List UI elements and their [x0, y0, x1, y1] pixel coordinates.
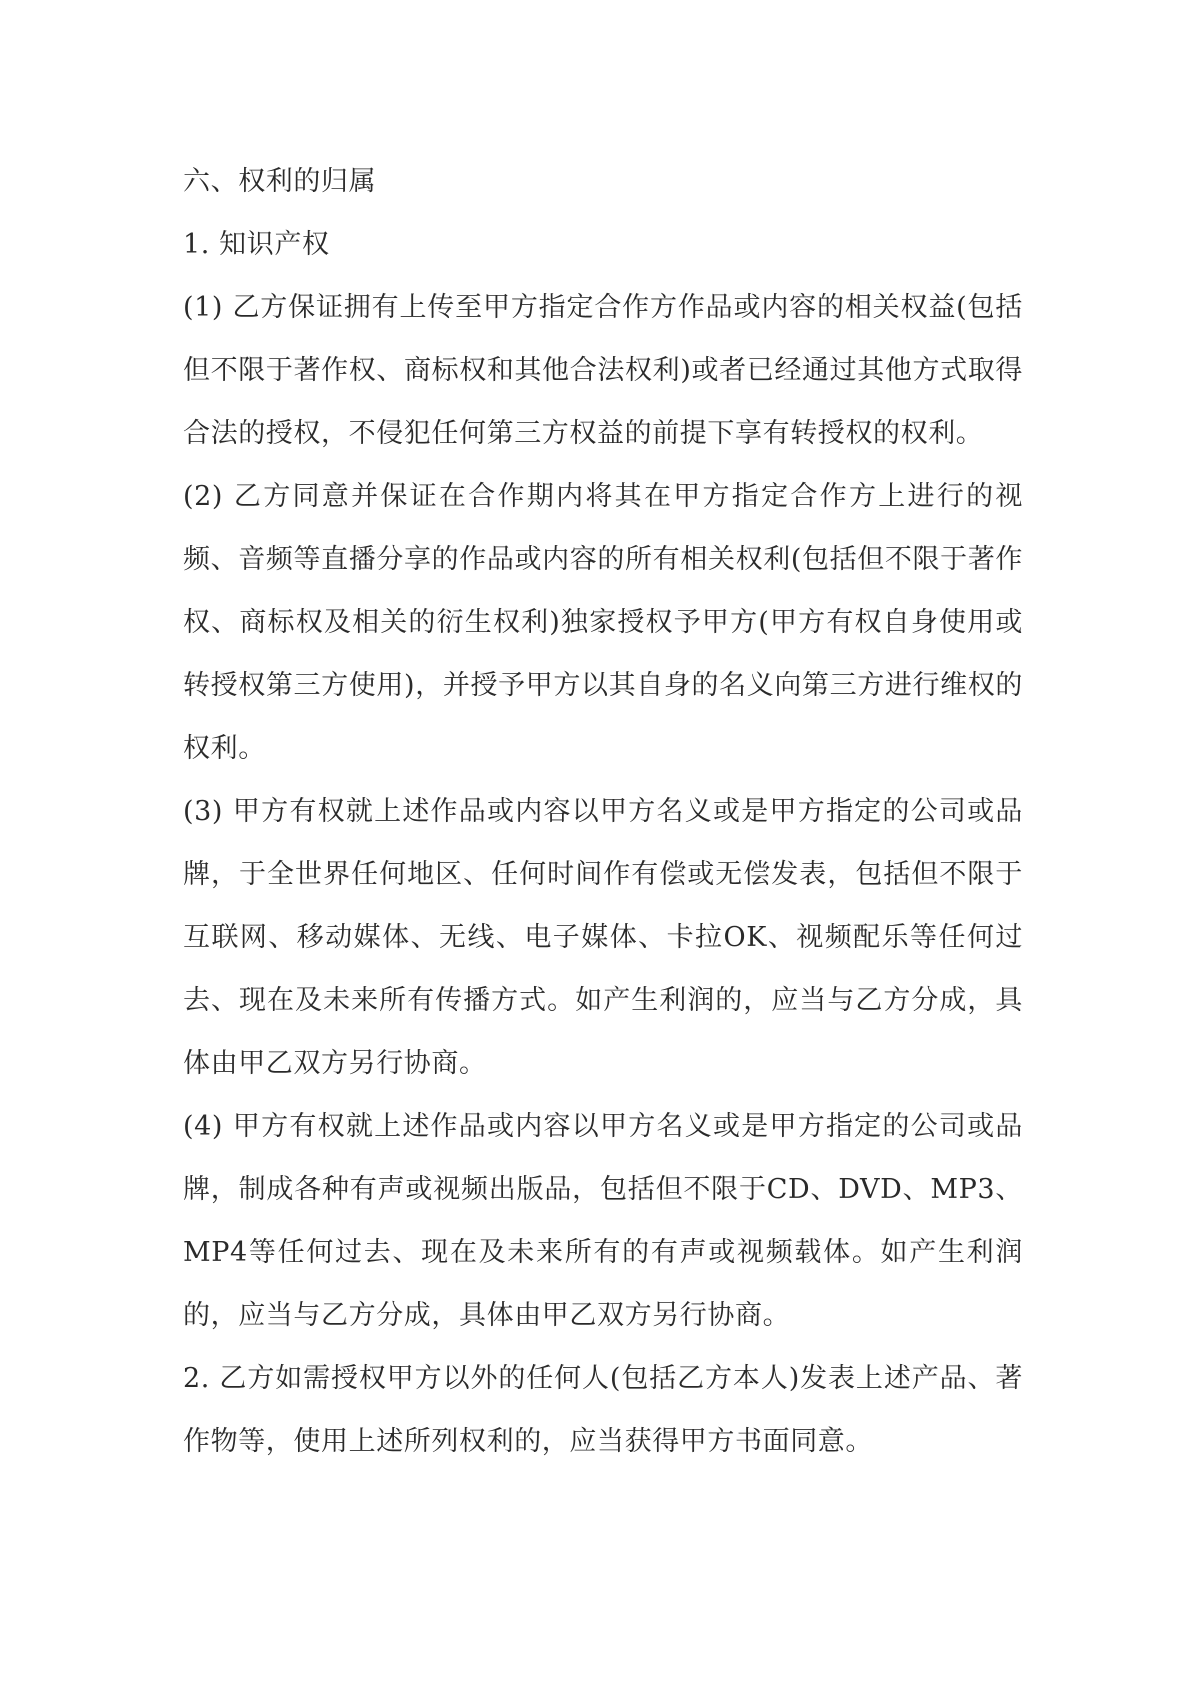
paragraph-2: (2) 乙方同意并保证在合作期内将其在甲方指定合作方上进行的视频、音频等直播分享的作品或内容的所有相关权利(包括但不限于著作权、商标权及相关的衍生权利)独家授权予甲方(甲方有权自身使用或转授权第三方使用)，并授予甲方以其自身的名义向第三方进行维权的权利。: [183, 481, 1023, 764]
sub-heading: 1. 知识产权: [183, 229, 330, 260]
paragraph-5: 2. 乙方如需授权甲方以外的任何人(包括乙方本人)发表上述产品、著作物等，使用上述所列权利的，应当获得甲方书面同意。: [183, 1363, 1023, 1457]
paragraph-4: (4) 甲方有权就上述作品或内容以甲方名义或是甲方指定的公司或品牌，制成各种有声或视频出版品，包括但不限于CD、DVD、MP3、MP4等任何过去、现在及未来所有的有声或视频载体。如产生利润的，应当与乙方分成，具体由甲乙双方另行协商。: [183, 1111, 1023, 1331]
section-heading: 六、权利的归属: [183, 166, 377, 197]
document-body: [183, 150, 1023, 1473]
paragraph-1: (1) 乙方保证拥有上传至甲方指定合作方作品或内容的相关权益(包括但不限于著作权、商标权和其他合法权利)或者已经通过其他方式取得合法的授权，不侵犯任何第三方权益的前提下享有转授权的权利。: [183, 292, 1023, 449]
paragraph-3: (3) 甲方有权就上述作品或内容以甲方名义或是甲方指定的公司或品牌，于全世界任何地区、任何时间作有偿或无偿发表，包括但不限于互联网、移动媒体、无线、电子媒体、卡拉OK、视频配乐等任何过去、现在及未来所有传播方式。如产生利润的，应当与乙方分成，具体由甲乙双方另行协商。: [183, 796, 1023, 1079]
